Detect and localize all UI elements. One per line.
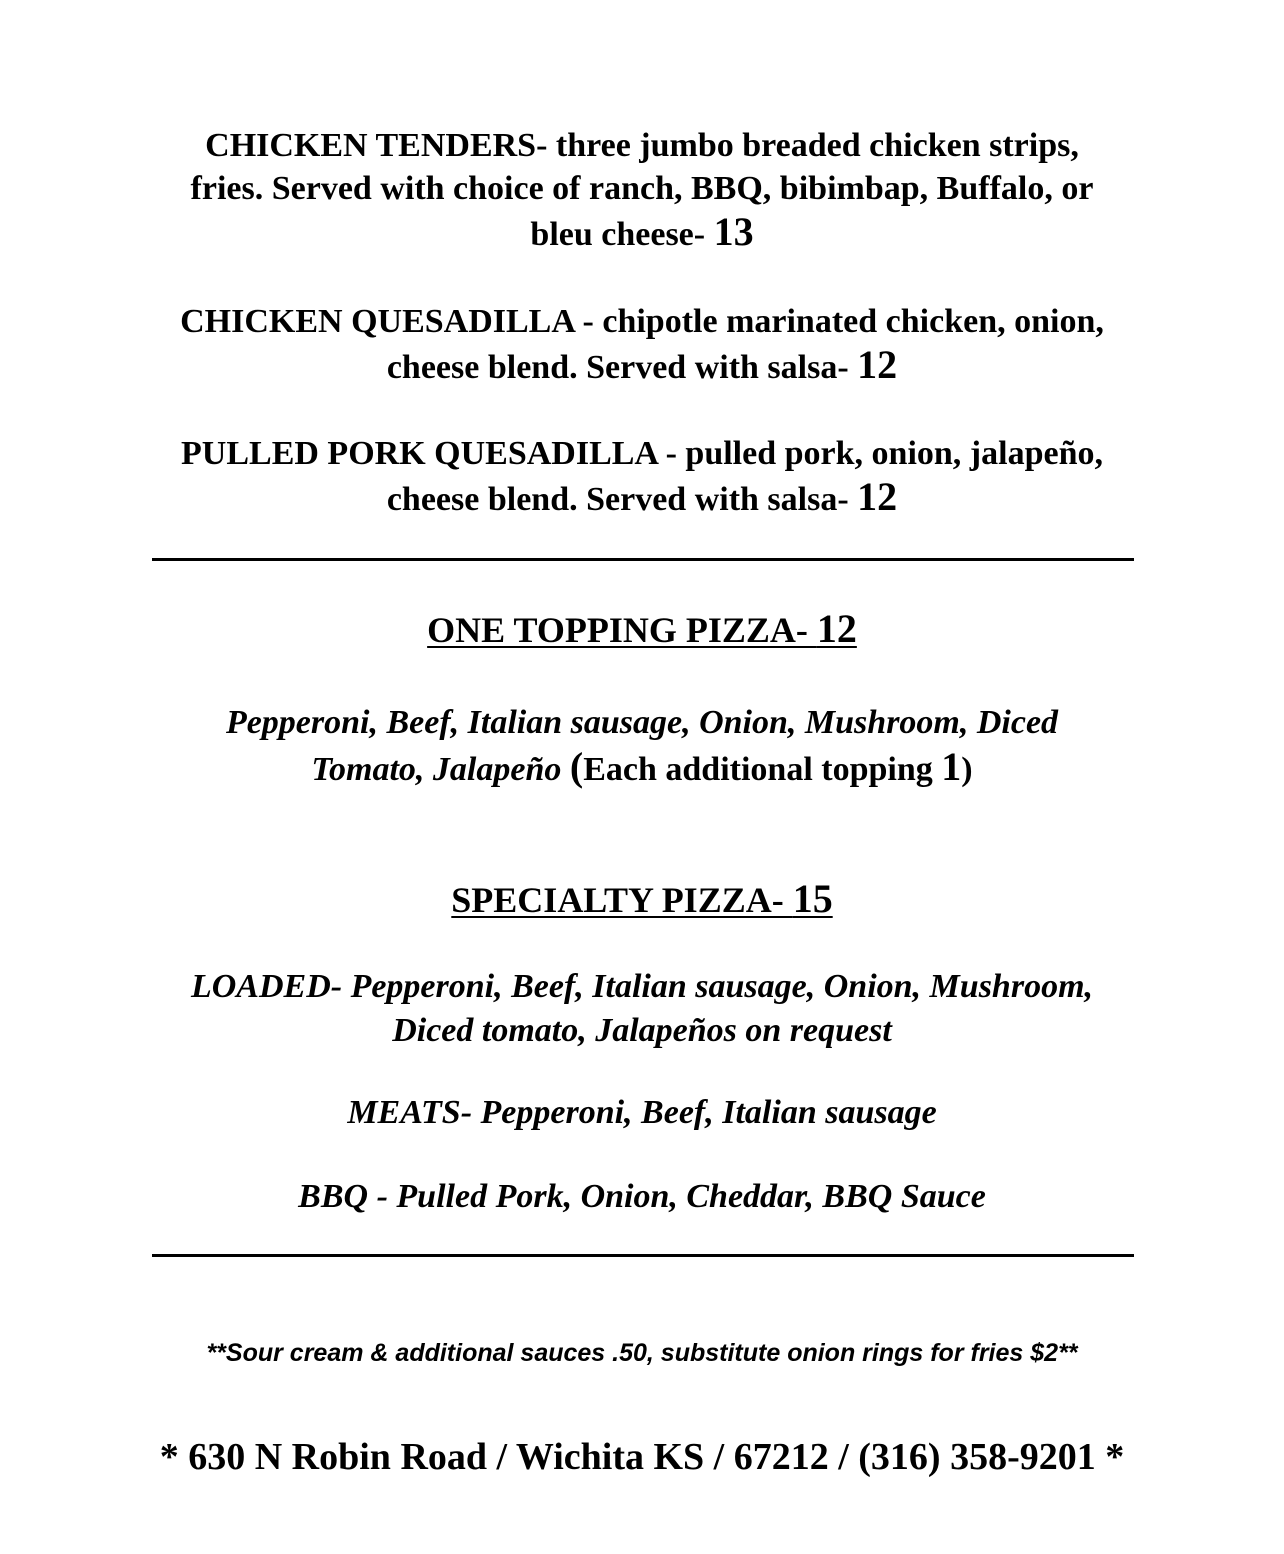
specialty-line: LOADED- Pepperoni, Beef, Italian sausage, Onion, Mushroom, xyxy=(190,968,1094,1005)
specialty-line: Diced tomato, Jalapeños on request xyxy=(392,1012,892,1049)
topping-text: Tomato, Jalapeño xyxy=(311,751,570,788)
section-price: 15 xyxy=(792,876,833,921)
topping-line xyxy=(150,745,1134,792)
item-description-text: cheese blend. Served with salsa- xyxy=(386,349,858,386)
section-price: 12 xyxy=(816,606,857,651)
section-divider xyxy=(152,1254,1134,1257)
item-price: 13 xyxy=(713,209,754,254)
item-description-line xyxy=(150,343,1134,389)
note-open-paren: ( xyxy=(569,744,584,789)
specialty-loaded xyxy=(150,965,1134,1053)
item-description-line: CHICKEN TENDERS- three jumbo breaded chicken strips, xyxy=(205,127,1079,164)
topping-line: Pepperoni, Beef, Italian sausage, Onion, Mushroom, Diced xyxy=(225,704,1059,741)
restaurant-address: * 630 N Robin Road / Wichita KS / 67212 / (316) 358-9201 * xyxy=(159,1436,1125,1478)
note-text: Each additional topping xyxy=(583,751,942,788)
one-topping-list xyxy=(150,701,1134,792)
item-description-line: fries. Served with choice of ranch, BBQ, bibimbap, Buffalo, or xyxy=(190,170,1094,207)
menu-item-chicken-tenders xyxy=(150,124,1134,256)
item-description-line xyxy=(150,210,1134,256)
note-close-paren: ) xyxy=(961,751,973,788)
specialty-bbq: BBQ - Pulled Pork, Onion, Cheddar, BBQ Sauce xyxy=(298,1178,986,1215)
menu-item-chicken-quesadilla xyxy=(150,300,1134,389)
sauces-footnote: **Sour cream & additional sauces .50, substitute onion rings for fries $2** xyxy=(206,1339,1078,1367)
menu-item-pulled-pork-quesadilla xyxy=(150,432,1134,521)
item-description-line: CHICKEN QUESADILLA - chipotle marinated chicken, onion, xyxy=(180,303,1104,340)
item-price: 12 xyxy=(857,474,898,519)
section-title-text: ONE TOPPING PIZZA- xyxy=(427,610,817,650)
note-price: 1 xyxy=(941,744,962,789)
section-title-one-topping-pizza xyxy=(150,607,1134,652)
item-description-text: bleu cheese- xyxy=(530,216,714,253)
item-description-line xyxy=(150,475,1134,521)
section-divider xyxy=(152,558,1134,561)
section-title-text: SPECIALTY PIZZA- xyxy=(451,880,793,920)
section-title-specialty-pizza xyxy=(150,877,1134,922)
additional-topping-note xyxy=(569,744,973,789)
item-price: 12 xyxy=(857,342,898,387)
item-description-line: PULLED PORK QUESADILLA - pulled pork, onion, jalapeño, xyxy=(181,435,1103,472)
item-description-text: cheese blend. Served with salsa- xyxy=(386,481,858,518)
specialty-meats: MEATS- Pepperoni, Beef, Italian sausage xyxy=(347,1094,937,1131)
